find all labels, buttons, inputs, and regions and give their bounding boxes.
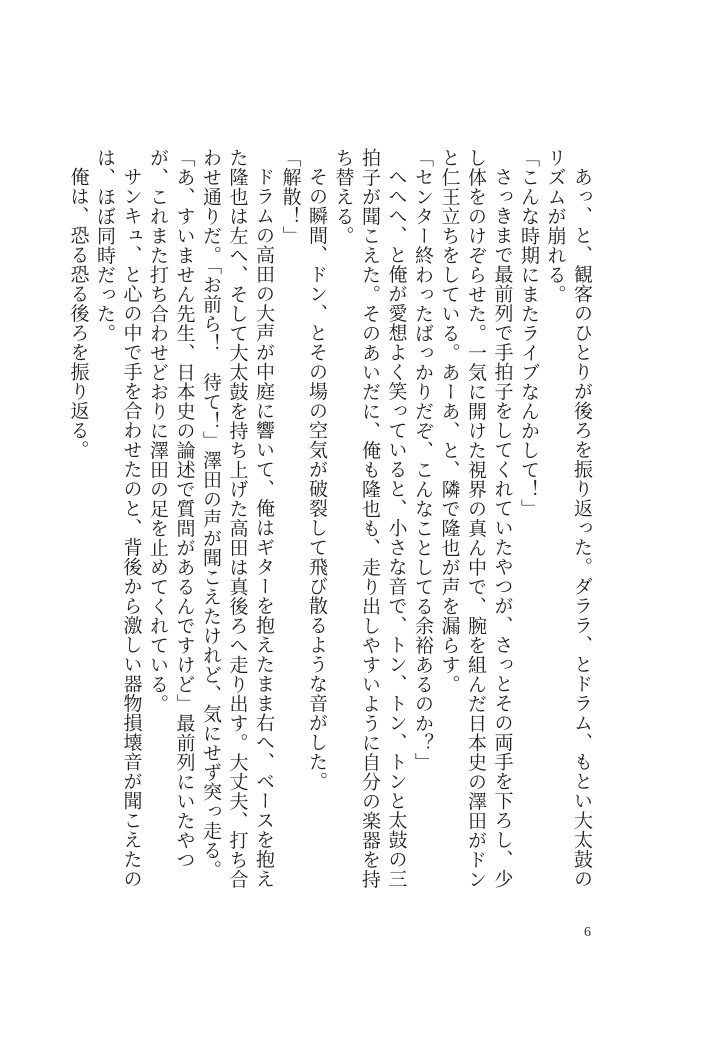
dialog-line-3: 「解散！」: [279, 148, 302, 246]
paragraph-4: その瞬間、ドン、とその場の空気が破裂して飛び散るような音がした。: [306, 167, 328, 791]
paragraph-5: ドラムの高田の大声が中庭に響いて、俺はギターを抱えたまま右へ、ベースを抱えた隆也は左へ、そして大太鼓を持ち上げた高田は真後ろへ走り出す。大丈夫、打ち合わせ通りだ。「お前ら！ 待て！」澤田の声が聞こえたけれど、気にせず突っ走る。「あ、すいません先生、日本史の論述で質問があるんですけど」最前列にいたやつが、これまた打ち合わせどおりに澤田の足を止めてくれている。: [147, 148, 275, 889]
dialog-line-2: 「センター終わったばっかりだぞ、こんなことしてる余裕あるのか？」: [412, 148, 434, 772]
page-number: 6: [584, 925, 591, 940]
paragraph-1: あっ、と、観客のひとりが後ろを振り返った。ダララ、とドラム、もとい大太鼓のリズムが崩れる。: [544, 148, 593, 889]
paragraph-6: サンキュ、と心の中で手を合わせたのと、背後から激しい器物損壊音が聞こえたのは、ほぼ同時だった。: [94, 148, 143, 889]
paragraph-2: さっきまで最前列で手拍子をしてくれていたやつが、さっとその両手を下ろし、少し体をのけぞらせた。一気に開けた視界の真ん中で、腕を組んだ日本史の澤田がドンと仁王立ちをしている。あーあ、と、隣で隆也が声を漏らす。: [438, 148, 514, 889]
paragraph-3: へへへ、と俺が愛想よく笑っていると、小さな音で、トン、トン、トンと太鼓の三拍子が聞こえた。そのあいだに、俺も隆也も、走り出しやすいように自分の楽器を持ち替える。: [332, 148, 408, 889]
dialog-line-1: 「こんな時期にまたライブなんかして！」: [518, 148, 540, 519]
vertical-body-text: [65, 148, 595, 893]
paragraph-7: 俺は、恐る恐る後ろを振り返る。: [67, 167, 90, 460]
